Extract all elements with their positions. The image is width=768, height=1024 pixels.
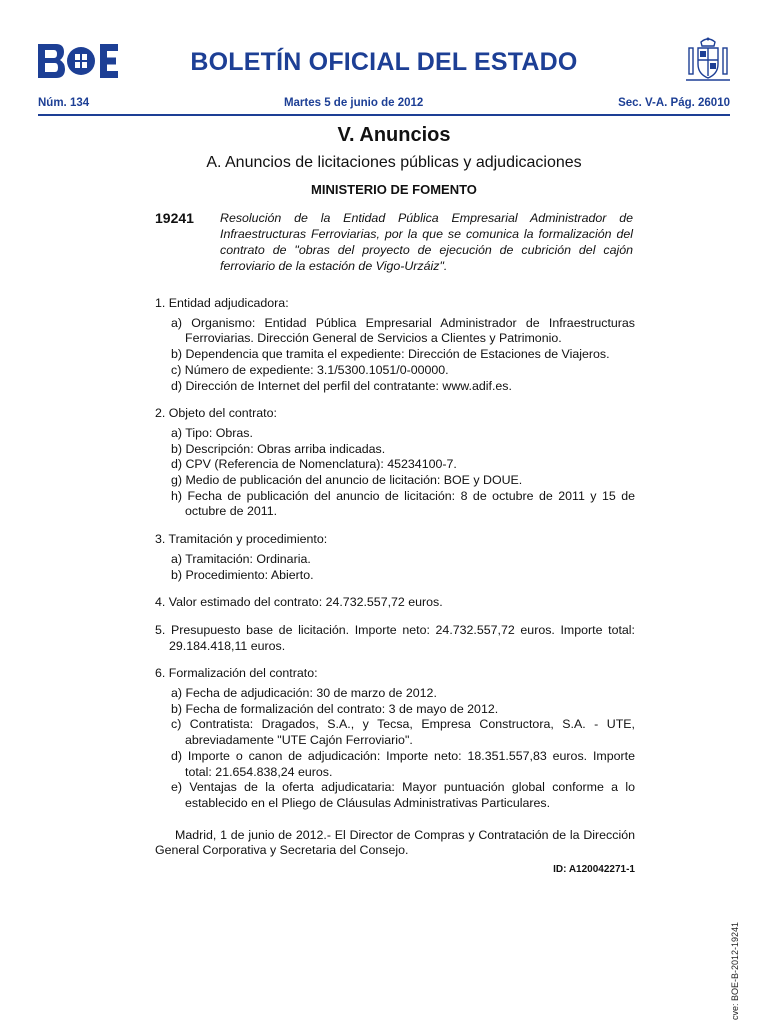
announcement-body xyxy=(155,296,635,878)
item-heading: 5. Presupuesto base de licitación. Importe neto: 24.732.557,72 euros. Importe total: 29.184.418,11 euros. xyxy=(155,622,635,653)
header-divider xyxy=(38,114,730,116)
sub-item: d) Dirección de Internet del perfil del contratante: www.adif.es. xyxy=(171,378,512,393)
list-item xyxy=(155,623,635,654)
sub-item: a) Fecha de adjudicación: 30 de marzo de 2012. xyxy=(171,686,437,701)
sub-item: a) Tramitación: Ordinaria. xyxy=(171,551,311,566)
announcement-number: 19241 xyxy=(155,210,194,226)
issue-number: Núm. 134 xyxy=(38,97,90,109)
item-heading: 6. Formalización del contrato: xyxy=(155,666,318,681)
list-item xyxy=(155,595,635,611)
item-heading: 2. Objeto del contrato: xyxy=(155,406,277,421)
sub-item: c) Contratista: Dragados, S.A., y Tecsa, Empresa Constructora, S.A. - UTE, abreviadamente "UTE Cajón Ferroviario". xyxy=(171,717,635,748)
ministry-title: MINISTERIO DE FOMENTO xyxy=(311,182,477,197)
list-item xyxy=(155,296,635,394)
masthead-title: BOLETÍN OFICIAL DEL ESTADO xyxy=(190,48,578,76)
sub-item: a) Tipo: Obras. xyxy=(171,425,253,440)
sub-item: b) Descripción: Obras arriba indicadas. xyxy=(171,441,386,456)
document-id: ID: A120042271-1 xyxy=(553,864,635,876)
boe-logo xyxy=(38,44,118,78)
issue-info-bar xyxy=(38,97,730,109)
list-item xyxy=(155,406,635,520)
announcement-title: Resolución de la Entidad Pública Empresarial Administrador de Infraestructuras Ferroviarias, por la que se comunica la formalización del contrato de "obras del proyecto de ejecución de cubrición del cajón ferroviario de la estación de Vigo-Urzáiz". xyxy=(220,211,633,273)
sub-item: g) Medio de publicación del anuncio de licitación: BOE y DOUE. xyxy=(171,473,523,488)
sub-item: b) Fecha de formalización del contrato: 3 de mayo de 2012. xyxy=(171,701,499,716)
sub-item: d) Importe o canon de adjudicación: Importe neto: 18.351.557,83 euros. Importe total: 21.654.838,24 euros. xyxy=(171,748,635,779)
section-title: V. Anuncios xyxy=(337,124,451,146)
signature-text: Madrid, 1 de junio de 2012.- El Director de Compras y Contratación de la Dirección General Corporativa y Secretaria del Consejo. xyxy=(155,827,635,858)
items-list xyxy=(155,296,635,812)
list-item xyxy=(155,532,635,583)
subsection-title: A. Anuncios de licitaciones públicas y adjudicaciones xyxy=(206,154,582,171)
sub-item: a) Organismo: Entidad Pública Empresarial Administrador de Infraestructuras Ferroviarias. Dirección General de Servicios a Clientes y Patrimonio. xyxy=(171,315,635,346)
sub-item: b) Procedimiento: Abierto. xyxy=(171,567,314,582)
issue-date: Martes 5 de junio de 2012 xyxy=(283,97,424,109)
sub-item: d) CPV (Referencia de Nomenclatura): 45234100-7. xyxy=(171,457,457,472)
sub-item: c) Número de expediente: 3.1/5300.1051/0-00000. xyxy=(171,362,449,377)
sub-item: h) Fecha de publicación del anuncio de licitación: 8 de octubre de 2011 y 15 de octubre de 2011. xyxy=(171,488,635,519)
item-heading: 1. Entidad adjudicadora: xyxy=(155,296,289,310)
sub-item: e) Ventajas de la oferta adjudicataria: Mayor puntuación global conforme a lo establecido en el Pliego de Cláusulas Administrativas Particulares. xyxy=(171,780,635,810)
item-heading: 4. Valor estimado del contrato: 24.732.557,72 euros. xyxy=(155,595,443,610)
coat-of-arms-icon xyxy=(686,36,730,82)
list-item xyxy=(155,666,635,811)
section-page: Sec. V-A. Pág. 26010 xyxy=(618,97,730,109)
cve-code: cve: BOE-B-2012-19241 xyxy=(730,921,740,1020)
sub-item: b) Dependencia que tramita el expediente: Dirección de Estaciones de Viajeros. xyxy=(171,347,610,362)
item-heading: 3. Tramitación y procedimiento: xyxy=(155,532,328,547)
